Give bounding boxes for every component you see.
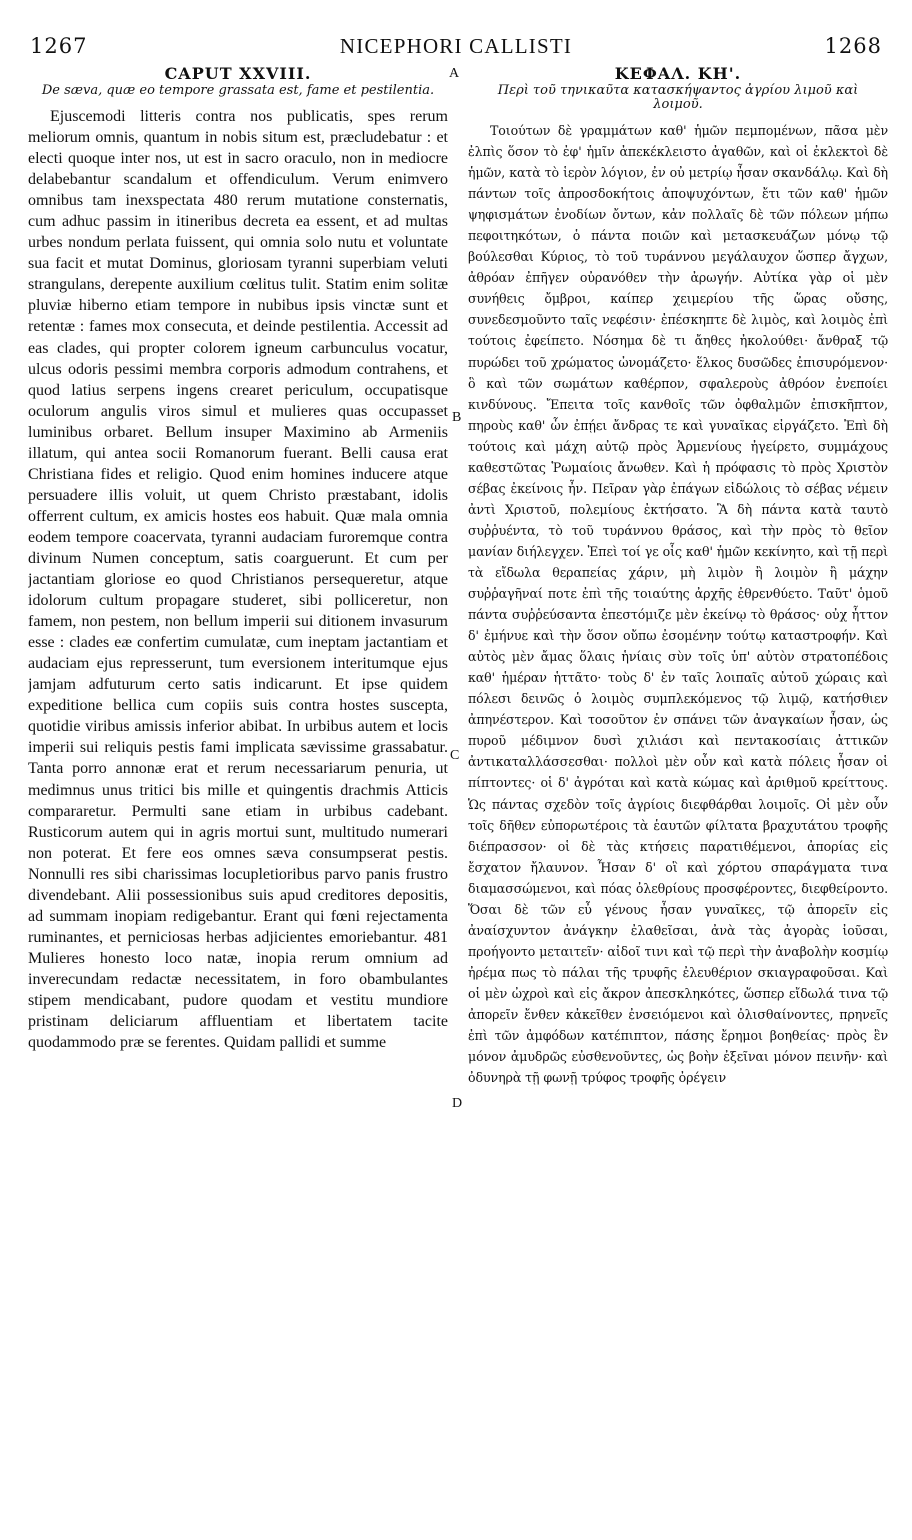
margin-letter-d: D [452, 1096, 463, 1111]
margin-letter-c: C [450, 748, 460, 763]
chapter-heading-greek: ΚΕΦΑΛ. ΚΗ'. [614, 64, 742, 83]
page-number-right: 1268 [824, 34, 882, 58]
chapter-subtitle-latin: De sæva, quæ eo tempore grassata est, fame et pestilentia. [41, 83, 435, 98]
page-number-left: 1267 [30, 34, 88, 58]
chapter-subtitle-greek: Περὶ τοῦ τηνικαῦτα κατασκήψαντος ἀγρίου λιμοῦ καὶ λοιμοῦ. [497, 83, 859, 112]
greek-body-text: Τοιούτων δὲ γραμμάτων καθ' ἡμῶν πεμπομένων, πᾶσα μὲν ἐλπὶς ὅσον τὸ ἐφ' ἡμῖν ἀπεκέκλειστο ἀγαθῶν, καὶ οἱ ἐκλεκτοὶ δὲ ἡμῶν, κατὰ τὸ ἱερὸν λόγιον, ἐν οὐ μετρίῳ ἦσαν σκανδάλῳ. Καὶ δὴ πάντων τοῖς ἀπροσδοκήτοις ἀποψυχόντων, ἔτι τῶν καθ' ἡμῶν ψηφισμάτων ἐνοδίων ὄντων, κἀν πολλαῖς δὲ τῶν πόλεων μήπω πεφοιτηκότων, ὁ πάντα ποιῶν καὶ μετασκευάζων μόνῳ τῷ βούλεσθαι Κύριος, τὸ τοῦ τυράννου μεγάλαυχον ὥσπερ ἄγχων, ἀθρόαν ἐπῆγεν οὐρανόθεν τὴν ἀρωγήν. Αὐτίκα γὰρ οἱ μὲν συνήθεις ὄμβροι, καίπερ χειμερίου τῆς ὥρας οὔσης, συνεδεσμοῦντο ταῖς νεφέσιν· ἐπέσκηπτε δὲ λιμὸς, καὶ λοιμὸς ἐπὶ τούτοις ἐφείπετο. Νόσημα δὲ τι ἄηθες ἠκολούθει· ἄνθραξ τῷ πυρώδει τοῦ χρώματος ὠνομάζετο· ἕλκος δυσῶδες ἐπισυρόμενον· ὃ καὶ τῶν σωμάτων καθέρπον, σφαλεροὺς ἀθρόον ἐνεποίει κινδύνους. Ἔπειτα τοῖς κανθοῖς τῶν ὀφθαλμῶν ἐπισκῆπτον, πηροὺς καθ' ὧν ἐπῄει ἄνδρας τε καὶ γυναῖκας εἰργάζετο. Ἐπὶ δὴ τούτοις καὶ μάχη αὐτῷ πρὸς Ἀρμενίους ἠγείρετο, συμμάχους καθεστῶτας Ῥωμαίοις ἄνωθεν. Καὶ ἡ πρόφασις τὸ πρὸς Χριστὸν σέβας ἐκείνοις ἦν. Πεῖραν γὰρ ἐπάγων εἰδώλοις τὸ σέβας νέμειν ἀντὶ Χριστοῦ, πολεμίους ἐκτήσατο. Ἃ δὴ πάντα κατὰ ταυτὸ συῤῥυέντα, τὸ τοῦ τυράννου θράσος, καὶ τὴν πρὸς τὸ θεῖον μανίαν διήλεγχεν. Ἐπεὶ τοί γε οἷς καθ' ἡμῶν κεκίνητο, καὶ τῇ περὶ τὰ εἴδωλα θεραπείας χάριν, μὴ λιμὸν ἢ λοιμὸν ἢ μάχην συῤῥαγῆναί ποτε ἐπὶ τῆς τοιαύτης ἀρχῆς ἐθρενθύετο. Ταῦτ' ὁμοῦ πάντα συῤῥεύσαντα ἐπεστόμιζε μὲν ἐκείνῳ τὸ θράσος· οὐχ ἧττον δ' ἐμήνυε καὶ τὴν ὅσον οὔπω ἐσομένην τούτῳ καταστροφήν. Καὶ αὐτὸς μὲν ἄμας ὅλαις ἡνίαις σὺν τοῖς ὑπ' αὐτὸν στρατοπέδοις καθ' ἡμέραν ἡττᾶτο· τοὺς δ' ἐν ταῖς λοιπαῖς αὐτοῦ χώραις καὶ πόλεσι δεινῶς ὁ λοιμὸς συμπλεκόμενος τῷ λιμῷ, κατήσθιεν ἀπηνέστερον. Καὶ τοσοῦτον ἐν σπάνει τῶν ἀναγκαίων ἦσαν, ὡς πυροῦ μέδιμνον δυσὶ χιλιάσι καὶ πεντακοσίαις ἀττικῶν ἀντικαταλλάσσεσθαι· πολλοὶ μὲν οὖν καὶ κατὰ πόλεις ἦσαν οἱ πίπτοντες· οἱ δ' ἀγρόται καὶ κατὰ κώμας καὶ ἀριθμοῦ κρείττους. Ὡς πάντας σχεδὸν τοῖς ἀγρίοις διεφθάρθαι λοιμοῖς. Οἱ μὲν οὖν τοῖς δῆθεν εὐπορωτέροις τὰ ἑαυτῶν φίλτατα βραχυτάτου τροφῆς διέπρασσον· οἱ δὲ τὰς κτήσεις παρατιθέμενοι, ἀπορίας εἰς ἔσχατον ἤλαυνον. Ἦσαν δ' οἳ καὶ χόρτου σπαράγματα τινα διαμασσώμενοι, καὶ πόας ὀλεθρίους προσφέροντες, διεφθείροντο. Ὅσαι δὲ τῶν εὖ γένους ἦσαν γυναῖκες, τῷ ἀπορεῖν εἰς ἀναίσχυντον ἀνάγκην ἐλαθεῖσαι, ἀνὰ τὰς ἀγορὰς ἰοῦσαι, προήγοντο μεταιτεῖν· αἰδοῖ τινι καὶ τῷ περὶ τὴν ἀναβολὴν κοσμίῳ ἠρέμα πως τὸ πάλαι τῆς τρυφῆς ἐλευθέριον σκιαγραφοῦσαι. Καὶ οἱ μὲν ὠχροὶ καὶ εἰς ἄκρον ἀπεσκληκότες, ὥσπερ εἴδωλά τινα τῷ ἀπορεῖν ἔνθεν κἀκεῖθεν ἐνσειόμενοι καὶ ὀλισθαίνοντες, πρηνεῖς ἐπὶ τῶν ἀμφόδων κατέπιπτον, πάσης ἔρημοι βοηθείας· πρὸς ἓν μόνον ἀμυδρῶς εὐσθενοῦντες, ὡς βοὴν ἐξεῖναι μόνον πεινῆν· καὶ ὀδυνηρὰ τῇ φωνῇ τρύφος τροφῆς ὀρέγειν [468, 123, 888, 1086]
latin-column [28, 64, 448, 1516]
greek-column [468, 64, 888, 1516]
margin-letter-a: A [449, 66, 460, 81]
latin-body-text: Ejuscemodi litteris contra nos publicatis, spes rerum meliorum omnis, quantum in nobis situm est, præcludebatur : et electi quoque inter nos, ut est in sacro oraculo, non in mediocre delabebantur scandalum et offendiculum. Verum enimvero omnibus tam inexspectata 480 rerum mutatione consternatis, cum adhuc passim in itineribus decreta ea essent, et ad multas urbes nondum perlata fuissent, qui omnia solo nutu et voluntate sua facit et mutat Dominus, gloriosam tyranni superbiam veluti strangulans, derepente auxilium cœlitus tulit. Statim enim solitæ pluviæ hiberno etiam tempore in nubibus ipsis vinctæ sunt et retentæ : fames mox consecuta, et deinde pestilentia. Accessit ad eas clades, qui propter colorem igneum carbunculus vocatur, ulcus odoris pessimi membra corporis admodum contrahens, et quod latius serpens ingens crearet periculum, occupatisque oculorum angulis viros simul et mulieres quas occupasset luminibus orbaret. Bellum insuper Maximino ab Armeniis illatum, qui antea socii Romanorum fuerant. Belli causa erat Christiana fides et religio. Quod enim homines inducere atque persuadere illis voluit, ut quem Christo præstabant, idolis offerrent cultum, ex amicis hostes eos habuit. Quæ mala omnia eodem tempore coacervata, tyranni audaciam furoremque contra divinum Numen conceptum, satis coarguerunt. Et cum per jactantiam gloriose eo quod Christianos persequeretur, atque idolorum cultum propagare studeret, sibi polliceretur, non famem, non pestem, non bellum imperii sui ditionem invasurum esse : clades eæ confertim cumulatæ, cum ineptam jactantiam et audaciam ejus represserunt, tum eversionem interitumque ejus jamjam adfuturum certo satis indicarunt. Et ipse quidem expeditione bellica cum copiis suis contra hostes suscepta, quotidie viribus amissis inferior abibat. In urbibus autem et locis imperii sui reliquis pestis fami implicata sævissime grassabatur. Tanta porro annonæ erat et rerum necessariarum penuria, ut medimnus unus tritici bis mille et quingentis drachmis Atticis compararetur. Permulti sane etiam in urbibus cadebant. Rusticorum autem qui in agris mortui sunt, multitudo numerari non poterat. Et fere eos omnes sæva consumpserat pestis. Nonnulli res sibi charissimas locupletioribus parvo panis frustro divendebant. Alii possessionibus suis apud creditores depositis, ad summam inopiam redigebantur. Erant qui fœni rejectamenta ruminantes, et perniciosas herbas adjicientes emoriebantur. 481 Mulieres honesto loco natæ, inopia rerum omnium ad inverecundam redactæ necessitatem, in foro obambulantes stipem mendicabant, pudore quodam et vestitu mundiore pristinam deliciarum affluentiam et libertatem tacite quodammodo præ se ferentes. Quidam pallidi et summe [28, 108, 448, 1052]
running-title: NICEPHORI CALLISTI [339, 34, 573, 58]
margin-letter-b: B [452, 410, 462, 425]
chapter-heading-latin: CAPUT XXVIII. [164, 64, 312, 83]
